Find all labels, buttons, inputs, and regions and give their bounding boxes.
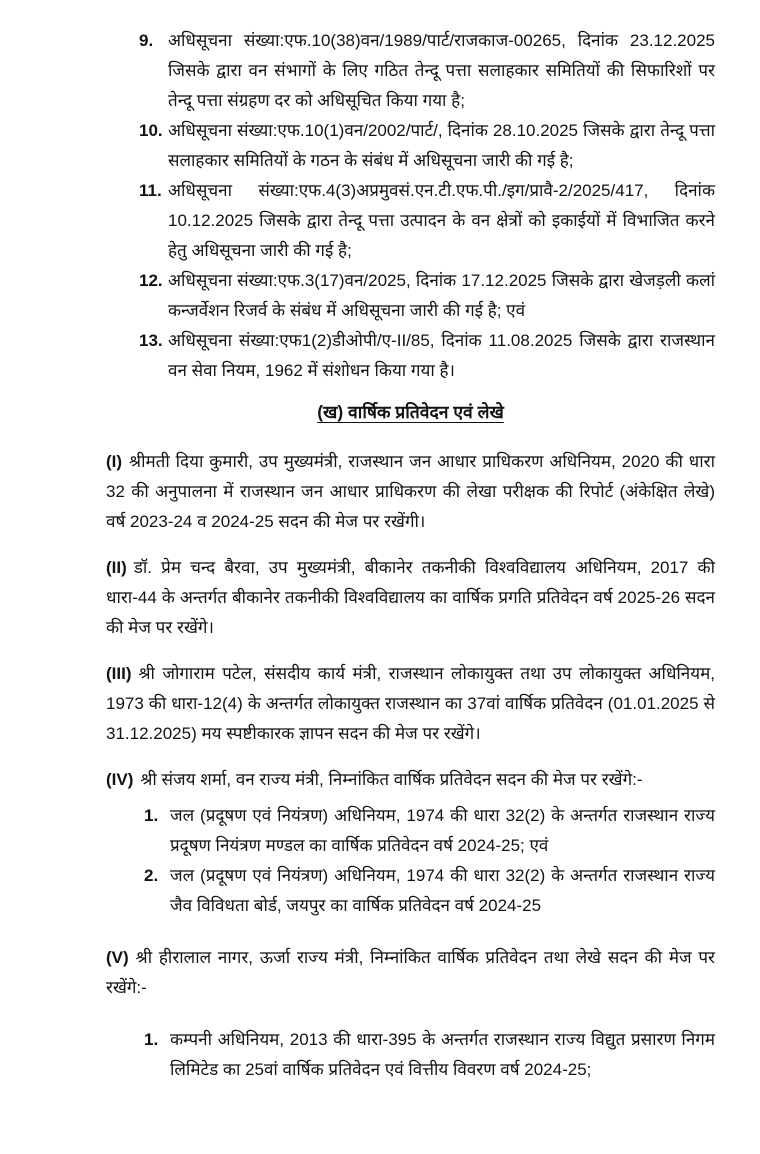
list-item: [106, 176, 715, 266]
notification-list: [106, 26, 715, 386]
paragraph-2-text: डॉ. प्रेम चन्द बैरवा, उप मुख्यमंत्री, बीकानेर तकनीकी विश्वविद्यालय अधिनियम, 2017 की धारा-44 के अन्तर्गत बीकानेर तकनीकी विश्वविद्यालय का वार्षिक प्रगति प्रतिवेदन वर्ष 2025-26 सदन की मेज पर रखेंगे।: [106, 558, 715, 637]
section-heading-wrap: [106, 397, 715, 428]
paragraph-2-label: (II): [106, 558, 127, 577]
paragraph-4-sublist: [106, 801, 715, 921]
paragraph-5: [106, 943, 715, 1003]
paragraph-4-text: श्री संजय शर्मा, वन राज्य मंत्री, निम्नांकित वार्षिक प्रतिवेदन सदन की मेज पर रखेंगे:-: [140, 770, 643, 789]
list-item: [106, 26, 715, 116]
list-item: [106, 326, 715, 386]
list-item: [106, 1025, 715, 1085]
list-item-text: अधिसूचना संख्या:एफ.4(3)अप्रमुवसं.एन.टी.एफ.पी./इग/प्रावै-2/2025/417, दिनांक 10.12.2025 जिसके द्वारा तेन्दू पत्ता उत्पादन के वन क्षेत्रों को इकाईयों में विभाजित करने हेतु अधिसूचना जारी की गई है;: [168, 181, 715, 260]
list-item-number: 12.: [139, 271, 163, 290]
paragraph-3-label: (III): [106, 664, 132, 683]
paragraph-2: [106, 553, 715, 643]
paragraph-5-text: श्री हीरालाल नागर, ऊर्जा राज्य मंत्री, निम्नांकित वार्षिक प्रतिवेदन तथा लेखे सदन की मेज पर रखेंगे:-: [106, 948, 715, 997]
list-item-text: अधिसूचना संख्या:एफ.10(38)वन/1989/पार्ट/राजकाज-00265, दिनांक 23.12.2025 जिसके द्वारा वन संभागों के लिए गठित तेन्दू पत्ता सलाहकार समितियों की सिफारिशों पर तेन्दू पत्ता संग्रहण दर को अधिसूचित किया गया है;: [168, 31, 715, 110]
list-item-text: जल (प्रदूषण एवं नियंत्रण) अधिनियम, 1974 की धारा 32(2) के अन्तर्गत राजस्थान राज्य प्रदूषण नियंत्रण मण्डल का वार्षिक प्रतिवेदन वर्ष 2024-25; एवं: [170, 806, 715, 855]
list-item-number: 9.: [139, 31, 154, 50]
list-item-number: 10.: [139, 121, 163, 140]
paragraph-4: [106, 765, 715, 795]
paragraph-5-sublist: [106, 1025, 715, 1085]
list-item-text: अधिसूचना संख्या:एफ.10(1)वन/2002/पार्ट/, दिनांक 28.10.2025 जिसके द्वारा तेन्दू पत्ता सलाहकार समितियों के गठन के संबंध में अधिसूचना जारी की गई है;: [168, 121, 715, 170]
list-item-text: अधिसूचना संख्या:एफ1(2)डीओपी/ए-II/85, दिनांक 11.08.2025 जिसके द्वारा राजस्थान वन सेवा नियम, 1962 में संशोधन किया गया है।: [168, 331, 715, 380]
list-item-number: 11.: [139, 181, 162, 200]
list-item: [106, 116, 715, 176]
paragraph-5-label: (V): [106, 948, 129, 967]
paragraph-3: [106, 659, 715, 749]
paragraph-1-text: श्रीमती दिया कुमारी, उप मुख्यमंत्री, राजस्थान जन आधार प्राधिकरण अधिनियम, 2020 की धारा 32 की अनुपालना में राजस्थान जन आधार प्राधिकरण की लेखा परीक्षक की रिपोर्ट (अंकेक्षित लेखे) वर्ष 2023-24 व 2024-25 सदन की मेज पर रखेंगी।: [106, 452, 715, 531]
paragraph-1: [106, 447, 715, 537]
list-item-number: 2.: [144, 866, 159, 885]
section-heading: (ख) वार्षिक प्रतिवेदन एवं लेखे: [317, 402, 504, 422]
list-item: [106, 801, 715, 861]
list-item-number: 1.: [144, 1030, 159, 1049]
list-item-text: कम्पनी अधिनियम, 2013 की धारा-395 के अन्तर्गत राजस्थान राज्य विद्युत प्रसारण निगम लिमिटेड का 25वां वार्षिक प्रतिवेदन एवं वित्तीय विवरण वर्ष 2024-25;: [170, 1030, 715, 1079]
list-item-number: 1.: [144, 806, 159, 825]
list-item: [106, 266, 715, 326]
list-item-number: 13.: [139, 331, 163, 350]
paragraph-4-label: (IV): [106, 770, 134, 789]
list-item-text: अधिसूचना संख्या:एफ.3(17)वन/2025, दिनांक 17.12.2025 जिसके द्वारा खेजड़ली कलां कन्जर्वेशन रिजर्व के संबंध में अधिसूचना जारी की गई है; एवं: [168, 271, 715, 320]
list-item-text: जल (प्रदूषण एवं नियंत्रण) अधिनियम, 1974 की धारा 32(2) के अन्तर्गत राजस्थान राज्य जैव विविधता बोर्ड, जयपुर का वार्षिक प्रतिवेदन वर्ष 2024-25: [170, 866, 715, 915]
paragraph-1-label: (I): [106, 452, 123, 471]
paragraph-3-text: श्री जोगाराम पटेल, संसदीय कार्य मंत्री, राजस्थान लोकायुक्त तथा उप लोकायुक्त अधिनियम, 1973 की धारा-12(4) के अन्तर्गत लोकायुक्त राजस्थान का 37वां वार्षिक प्रतिवेदन (01.01.2025 से 31.12.2025) मय स्पष्टीकारक ज्ञापन सदन की मेज पर रखेंगे।: [106, 664, 715, 743]
list-item: [106, 861, 715, 921]
